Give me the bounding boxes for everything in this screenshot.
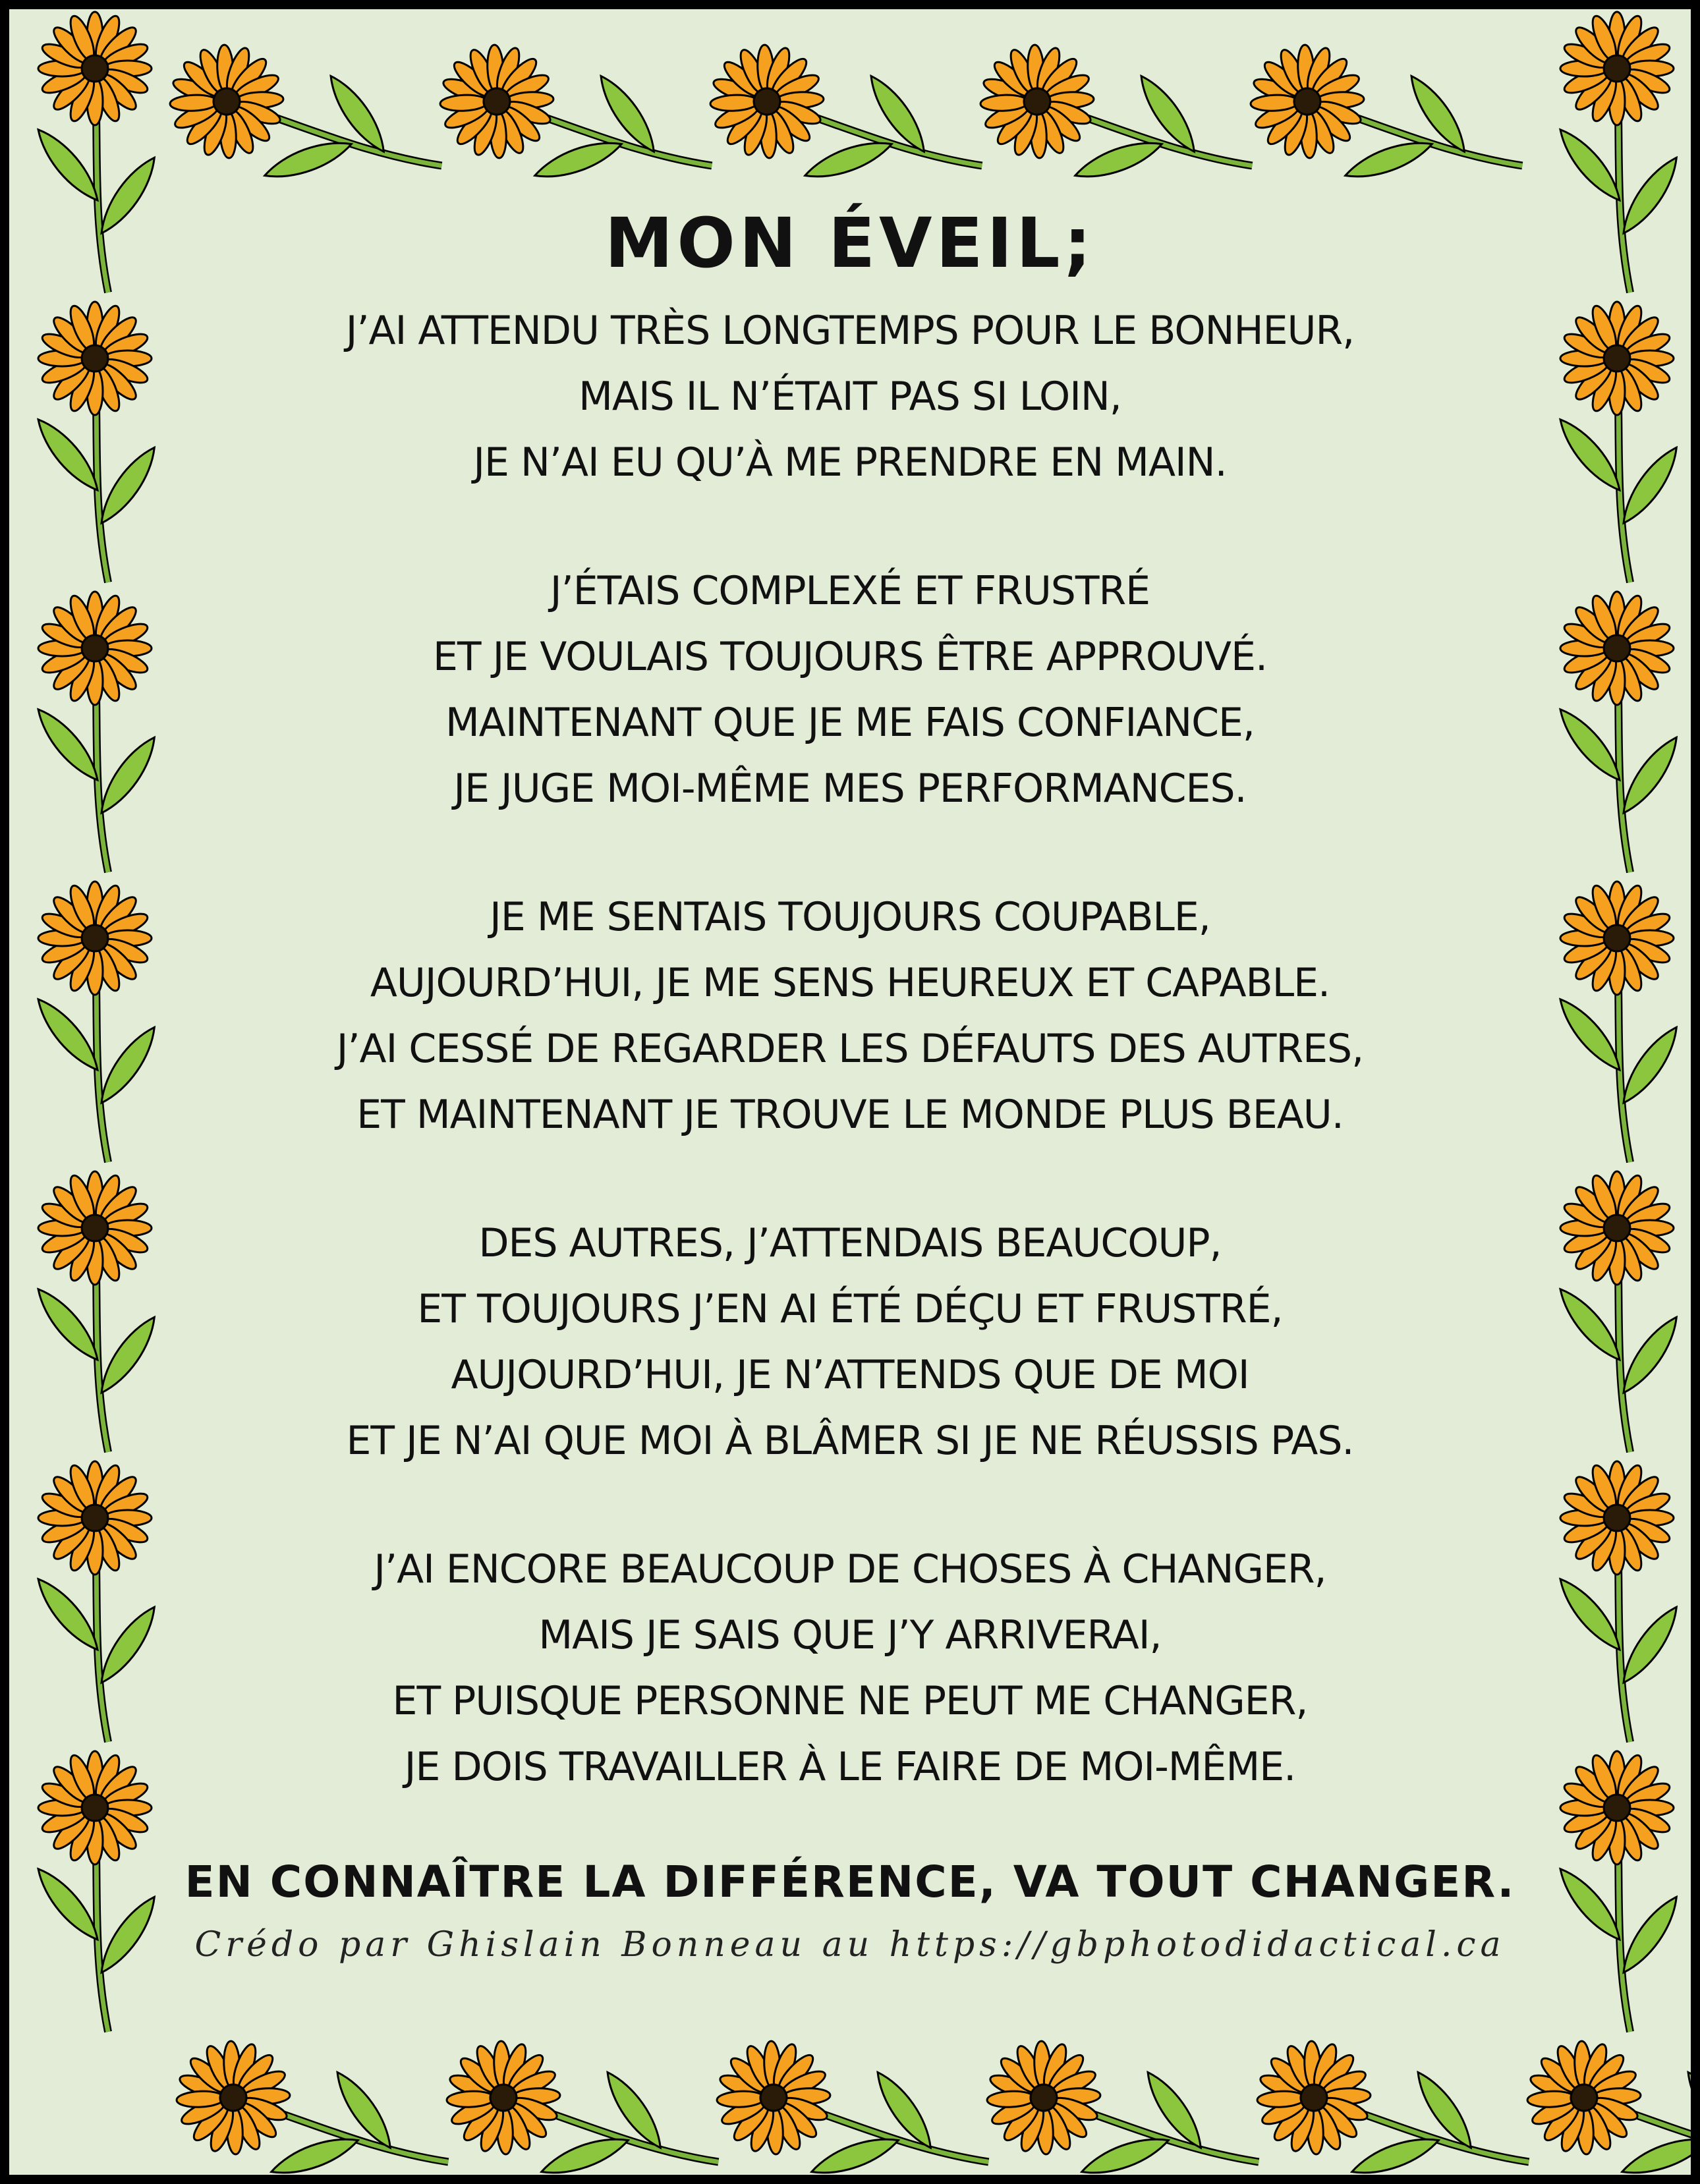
poem-line: MAIS JE SAIS QUE J’Y ARRIVERAI, [538,1612,1162,1658]
poem-title: MON ÉVEIL; [604,203,1096,283]
poem-line: DES AUTRES, J’ATTENDAIS BEAUCOUP, [478,1220,1222,1266]
poem-content [141,200,1559,1974]
poem-line: JE N’AI EU QU’À ME PRENDRE EN MAIN. [473,439,1227,486]
poem-stanza [141,558,1559,822]
sunflower-icon [1552,1461,1685,1742]
poem-line: MAIS IL N’ÉTAIT PAS SI LOIN, [579,374,1121,420]
sunflower-icon [1552,1751,1685,2032]
poem-stanza [141,884,1559,1148]
poem-line: ET JE N’AI QUE MOI À BLÂMER SI JE NE RÉUSSIS PAS. [346,1418,1354,1464]
sunflower-icon [1552,592,1685,872]
poem-closing-line: EN CONNAÎTRE LA DIFFÉRENCE, VA TOUT CHANGER. [184,1857,1516,1907]
sunflower-icon [428,2014,737,2175]
poem-credit: Crédo par Ghislain Bonneau au https://gbphotodidactical.ca [194,1925,1506,1965]
poem-line: J’AI CESSÉ DE REGARDER LES DÉFAUTS DES AUTRES, [336,1026,1364,1072]
poem-stanza [141,1210,1559,1474]
sunflower-icon [1552,302,1685,582]
sunflower-icon [968,2014,1278,2175]
sunflower-icon [698,2014,1007,2175]
poem-line: J’AI ATTENDU TRÈS LONGTEMPS POUR LE BONHEUR, [345,308,1355,354]
poem-stanza [141,298,1559,495]
poem-line: JE DOIS TRAVAILLER À LE FAIRE DE MOI-MÊME. [404,1744,1296,1790]
poem-line: AUJOURD’HUI, JE ME SENS HEUREUX ET CAPABLE. [370,960,1330,1006]
poem-line: AUJOURD’HUI, JE N’ATTENDS QUE DE MOI [451,1352,1249,1398]
poem-stanzas [141,298,1559,1800]
poem-line: JE ME SENTAIS TOUJOURS COUPABLE, [490,894,1210,940]
sunflower-icon [1508,2014,1691,2175]
sunflower-icon [157,2014,467,2175]
poem-line: JE JUGE MOI-MÊME MES PERFORMANCES. [453,766,1247,812]
poem-line: ET PUISQUE PERSONNE NE PEUT ME CHANGER, [392,1678,1308,1724]
poem-line: ET JE VOULAIS TOUJOURS ÊTRE APPROUVÉ. [432,634,1268,680]
poem-page [9,9,1691,2175]
poem-line: ET MAINTENANT JE TROUVE LE MONDE PLUS BEAU. [356,1092,1344,1138]
poem-line: ET TOUJOURS J’EN AI ÉTÉ DÉÇU ET FRUSTRÉ, [417,1286,1283,1332]
sunflower-icon [1552,1171,1685,1452]
poem-line: J’AI ENCORE BEAUCOUP DE CHOSES À CHANGER, [374,1546,1326,1592]
sunflower-icon [1552,882,1685,1162]
sunflower-icon [1552,12,1685,293]
poem-line: MAINTENANT QUE JE ME FAIS CONFIANCE, [445,700,1255,746]
poem-stanza [141,1536,1559,1800]
sunflower-icon [1238,2014,1548,2175]
poem-line: J’ÉTAIS COMPLEXÉ ET FRUSTRÉ [550,568,1150,614]
